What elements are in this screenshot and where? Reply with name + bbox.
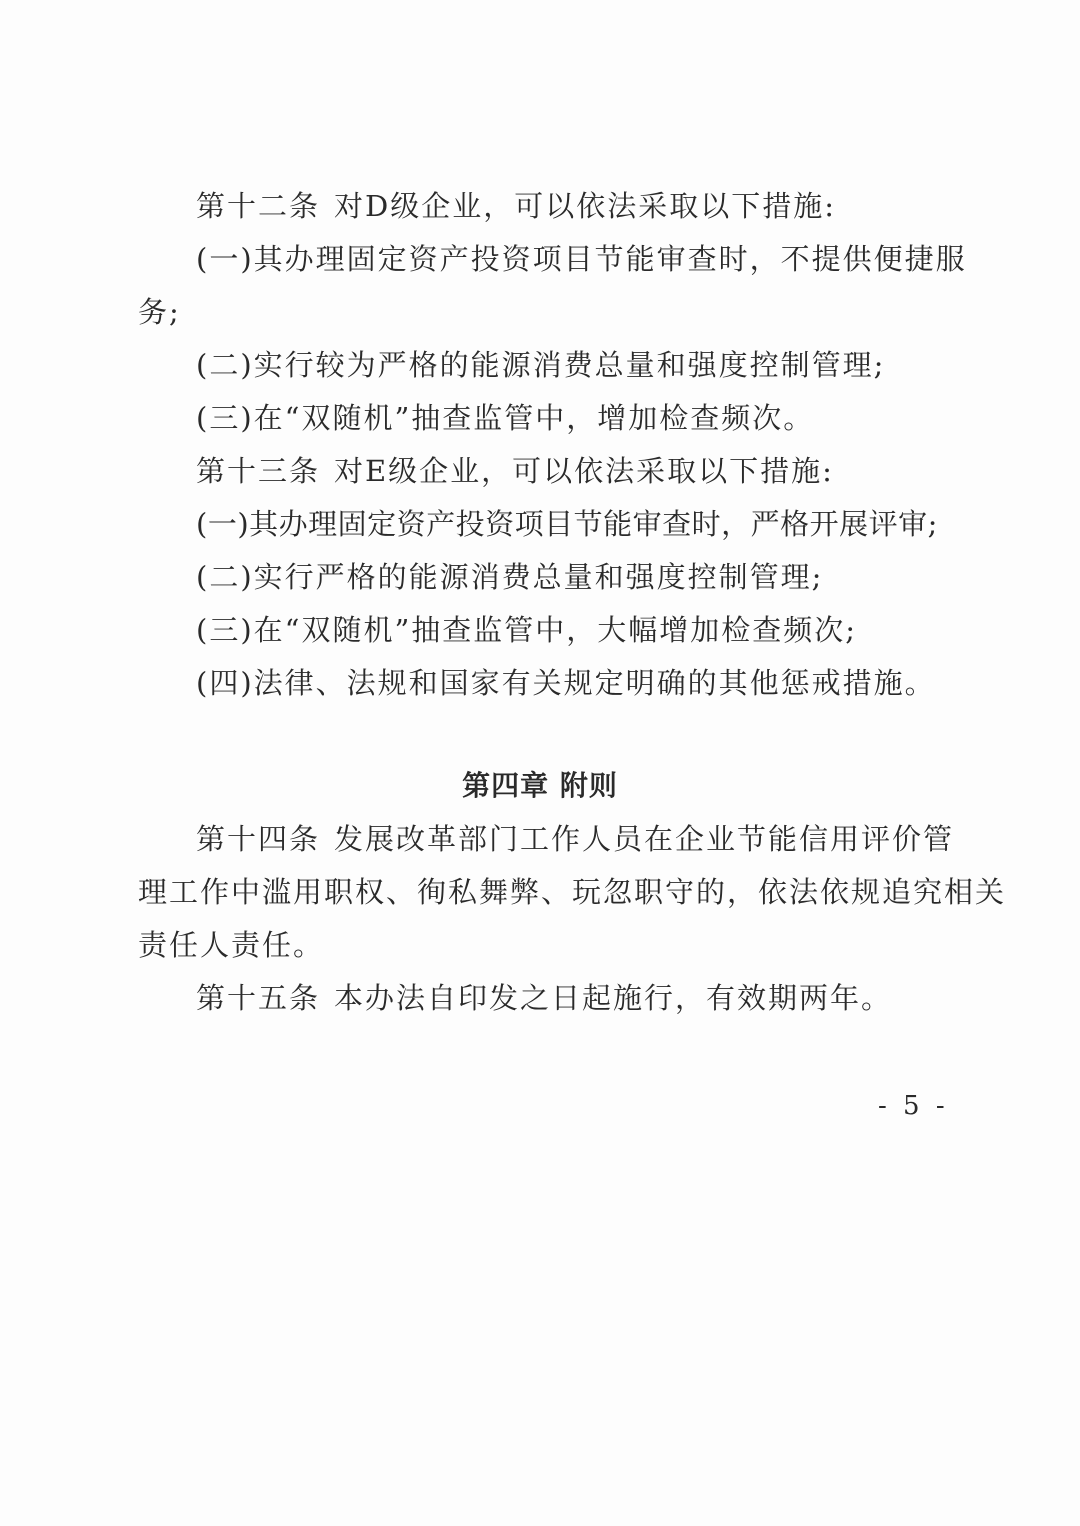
- article-12-text: 对D级企业，可以依法采取以下措施:: [334, 189, 837, 223]
- article-14-line-3: 责任人责任。: [138, 928, 325, 962]
- article-13-item-2: (二)实行严格的能源消费总量和强度控制管理;: [196, 560, 824, 594]
- article-12-item-1-continued: 务;: [138, 295, 181, 329]
- article-13-text: 对E级企业，可以依法采取以下措施:: [334, 454, 834, 488]
- article-13-item-4: (四)法律、法规和国家有关规定明确的其他惩戒措施。: [196, 666, 936, 700]
- article-14-label: 第十四条: [196, 822, 321, 856]
- article-15-heading: [196, 978, 892, 1018]
- article-13-label: 第十三条: [196, 454, 321, 488]
- article-12-heading: [196, 186, 836, 226]
- article-12-item-1: (一)其办理固定资产投资项目节能审查时，不提供便捷服: [196, 242, 967, 276]
- page-number: - 5 -: [878, 1091, 949, 1121]
- article-14-text-1: 发展改革部门工作人员在企业节能信用评价管: [334, 822, 955, 856]
- article-13-item-1: (一)其办理固定资产投资项目节能审查时，严格开展评审;: [196, 507, 938, 541]
- article-15-text: 本办法自印发之日起施行，有效期两年。: [334, 981, 893, 1015]
- article-14-line-2: 理工作中滥用职权、徇私舞弊、玩忽职守的，依法依规追究相关: [138, 875, 1007, 909]
- article-12-item-2: (二)实行较为严格的能源消费总量和强度控制管理;: [196, 348, 886, 382]
- article-12-item-3: (三)在“双随机”抽查监管中，增加检查频次。: [196, 401, 815, 435]
- article-14-line-1: [196, 819, 954, 859]
- article-13-item-3: (三)在“双随机”抽查监管中，大幅增加检查频次;: [196, 613, 858, 647]
- article-15-label: 第十五条: [196, 981, 321, 1015]
- article-13-heading: [196, 451, 834, 491]
- chapter-4-title: 第四章 附则: [462, 769, 618, 802]
- article-12-label: 第十二条: [196, 189, 321, 223]
